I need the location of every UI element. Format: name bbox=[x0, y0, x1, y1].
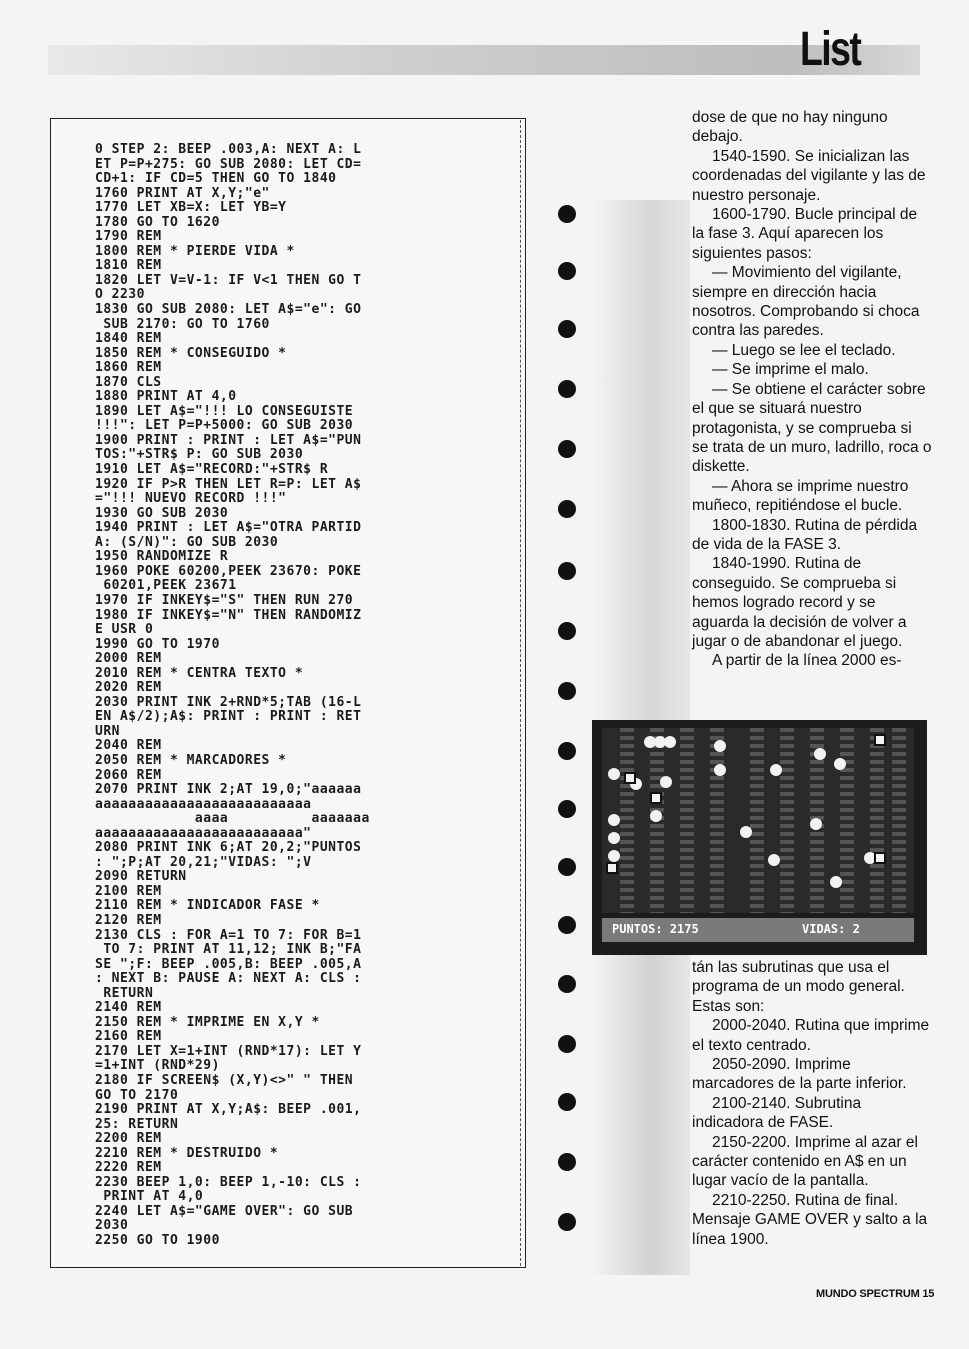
paragraph: — Movimiento del vigilante, siempre en dirección hacia nosotros. Comprobando si choca contra las paredes. bbox=[692, 264, 920, 340]
paragraph: 1600-1790. Bucle principal de la fase 3. Aquí aparecen los siguientes pasos: bbox=[692, 206, 918, 262]
code-line: 1980 IF INKEY$="N" THEN RANDOMIZ bbox=[95, 607, 362, 623]
brick-wall bbox=[840, 728, 854, 913]
rock-sprite bbox=[608, 832, 620, 844]
code-line: 1890 LET A$="!!! LO CONSEGUISTE bbox=[95, 403, 354, 419]
section-title: List bbox=[800, 23, 861, 76]
paragraph: 2050-2090. Imprime marcadores de la parte inferior. bbox=[692, 1056, 907, 1093]
binder-hole bbox=[558, 380, 576, 398]
code-line: 2160 REM bbox=[95, 1029, 162, 1045]
code-line: TO 7: PRINT AT 11,12; INK B;"FA bbox=[95, 942, 362, 958]
binder-hole bbox=[558, 916, 576, 934]
code-line: 1830 GO SUB 2080: LET A$="e": GO bbox=[95, 302, 362, 318]
code-line: 2050 REM * MARCADORES * bbox=[95, 752, 287, 768]
binder-hole bbox=[558, 622, 576, 640]
code-line: 2100 REM bbox=[95, 883, 162, 899]
header-band bbox=[48, 45, 920, 75]
code-line: EN A$/2);A$: PRINT : PRINT : RET bbox=[95, 709, 362, 725]
binder-hole bbox=[558, 262, 576, 280]
paragraph: — Se obtiene el carácter sobre el que se situará nuestro protagonista, y se comprueba si se trata de un muro, ladrillo, roca o diskette. bbox=[692, 380, 932, 476]
code-line: 1770 LET XB=X: LET YB=Y bbox=[95, 200, 287, 216]
code-line: 2190 PRINT AT X,Y;A$: BEEP .001, bbox=[95, 1102, 362, 1118]
binder-hole bbox=[558, 440, 576, 458]
code-line: 2200 REM bbox=[95, 1131, 162, 1147]
code-line: 1950 RANDOMIZE R bbox=[95, 549, 229, 565]
code-line: 1960 POKE 60200,PEEK 23670: POKE bbox=[95, 563, 362, 579]
binder-hole bbox=[558, 800, 576, 818]
code-line: 1910 LET A$="RECORD:"+STR$ R bbox=[95, 462, 329, 478]
rock-sprite bbox=[770, 764, 782, 776]
brick-wall bbox=[780, 728, 794, 913]
paragraph: 1800-1830. Rutina de pérdida de vida de la FASE 3. bbox=[692, 516, 918, 553]
rock-sprite bbox=[714, 740, 726, 752]
code-line: CD+1: IF CD=5 THEN GO TO 1840 bbox=[95, 171, 337, 187]
paragraph: 1840-1990. Rutina de conseguido. Se comprueba si hemos logrado record y se aguarda la decisión de volver a jugar o de abandonar el juego. bbox=[692, 555, 907, 650]
binder-hole bbox=[558, 1153, 576, 1171]
code-line: 1850 REM * CONSEGUIDO * bbox=[95, 345, 287, 361]
code-line: PRINT AT 4,0 bbox=[95, 1189, 204, 1205]
code-line: TOS:"+STR$ P: GO SUB 2030 bbox=[95, 447, 304, 463]
paragraph: dose de que no hay ninguno debajo. bbox=[692, 109, 888, 146]
paragraph: — Luego se lee el teclado. bbox=[712, 341, 896, 359]
code-line: 2110 REM * INDICADOR FASE * bbox=[95, 898, 320, 914]
diskette-sprite bbox=[874, 734, 886, 746]
code-line: SE ";F: BEEP .005,B: BEEP .005,A bbox=[95, 956, 362, 972]
code-line: 1790 REM bbox=[95, 229, 162, 245]
code-line: 2150 REM * IMPRIME EN X,Y * bbox=[95, 1014, 320, 1030]
code-line: 2020 REM bbox=[95, 680, 162, 696]
binder-shadow bbox=[592, 955, 690, 1275]
binder-hole bbox=[558, 975, 576, 993]
code-line: !!!": LET P=P+5000: GO SUB 2030 bbox=[95, 418, 354, 434]
code-line: 1900 PRINT : PRINT : LET A$="PUN bbox=[95, 432, 362, 448]
code-line: 1880 PRINT AT 4,0 bbox=[95, 389, 237, 405]
code-line: 2080 PRINT INK 6;AT 20,2;"PUNTOS bbox=[95, 840, 362, 856]
code-line: 1920 IF P>R THEN LET R=P: LET A$ bbox=[95, 476, 362, 492]
code-line: 2070 PRINT INK 2;AT 19,0;"aaaaaa bbox=[95, 782, 362, 798]
code-line: 2120 REM bbox=[95, 912, 162, 928]
binder-hole bbox=[558, 205, 576, 223]
code-line: : NEXT B: PAUSE A: NEXT A: CLS : bbox=[95, 971, 362, 987]
code-line: 2030 bbox=[95, 1218, 129, 1234]
brick-wall bbox=[870, 728, 884, 913]
article-text-top bbox=[692, 108, 932, 671]
brick-wall bbox=[750, 728, 764, 913]
code-line: 2250 GO TO 1900 bbox=[95, 1233, 220, 1249]
rock-sprite bbox=[834, 758, 846, 770]
paragraph: 2210-2250. Rutina de final. Mensaje GAME OVER y salto a la línea 1900. bbox=[692, 1191, 928, 1248]
code-line: 2030 PRINT INK 2+RND*5;TAB (16-L bbox=[95, 694, 362, 710]
code-line: =1+INT (RND*29) bbox=[95, 1058, 220, 1074]
code-line: 25: RETURN bbox=[95, 1116, 179, 1132]
code-line: aaaaaaaaaaaaaaaaaaaaaaaaaa bbox=[95, 796, 312, 812]
code-line: SUB 2170: GO TO 1760 bbox=[95, 316, 270, 332]
binder-hole bbox=[558, 562, 576, 580]
code-line: 2140 REM bbox=[95, 1000, 162, 1016]
code-line: 2220 REM bbox=[95, 1160, 162, 1176]
binder-hole bbox=[558, 1093, 576, 1111]
binder-hole bbox=[558, 1213, 576, 1231]
code-line: 1860 REM bbox=[95, 360, 162, 376]
code-line: ET P=P+275: GO SUB 2080: LET CD= bbox=[95, 156, 362, 172]
code-line: A: (S/N)": GO SUB 2030 bbox=[95, 534, 279, 550]
code-line: 2000 REM bbox=[95, 651, 162, 667]
rock-sprite bbox=[830, 876, 842, 888]
code-line: ="!!! NUEVO RECORD !!!" bbox=[95, 491, 287, 507]
code-line: RETURN bbox=[95, 985, 154, 1001]
brick-wall bbox=[680, 728, 694, 913]
code-line: 1840 REM bbox=[95, 331, 162, 347]
rock-sprite bbox=[714, 764, 726, 776]
rock-sprite bbox=[650, 810, 662, 822]
code-line: 2040 REM bbox=[95, 738, 162, 754]
code-line: 2010 REM * CENTRA TEXTO * bbox=[95, 665, 304, 681]
diskette-sprite bbox=[606, 862, 618, 874]
code-line: 2180 IF SCREEN$ (X,Y)<>" " THEN bbox=[95, 1073, 354, 1088]
code-line: aaaa aaaaaaa bbox=[95, 811, 370, 827]
diskette-sprite bbox=[624, 772, 636, 784]
code-line: 0 STEP 2: BEEP .003,A: NEXT A: L bbox=[95, 142, 362, 157]
game-playfield bbox=[602, 728, 914, 913]
basic-code-listing bbox=[95, 143, 495, 1249]
code-line: E USR 0 bbox=[95, 622, 154, 638]
rock-sprite bbox=[608, 768, 620, 780]
code-line: 2170 LET X=1+INT (RND*17): LET Y bbox=[95, 1043, 362, 1059]
code-line: : ";P;AT 20,21;"VIDAS: ";V bbox=[95, 854, 312, 870]
rock-sprite bbox=[814, 748, 826, 760]
code-line: 2210 REM * DESTRUIDO * bbox=[95, 1145, 279, 1161]
code-line: 2230 BEEP 1,0: BEEP 1,-10: CLS : bbox=[95, 1174, 362, 1190]
paragraph: 2100-2140. Subrutina indicadora de FASE. bbox=[692, 1094, 862, 1132]
code-line: 1780 GO TO 1620 bbox=[95, 214, 220, 230]
code-line: O 2230 bbox=[95, 287, 145, 303]
code-line: 1800 REM * PIERDE VIDA * bbox=[95, 243, 295, 259]
brick-wall bbox=[892, 728, 906, 913]
binder-hole bbox=[558, 1035, 576, 1053]
paragraph: 2000-2040. Rutina que imprime el texto centrado. bbox=[692, 1017, 930, 1054]
code-line: GO TO 2170 bbox=[95, 1087, 179, 1103]
lives-label: VIDAS: 2 bbox=[802, 922, 860, 936]
binder-hole bbox=[558, 500, 576, 518]
rock-sprite bbox=[768, 854, 780, 866]
rock-sprite bbox=[664, 736, 676, 748]
rock-sprite bbox=[740, 826, 752, 838]
score-bar bbox=[602, 918, 914, 942]
page-footer: MUNDO SPECTRUM 15 bbox=[816, 1288, 935, 1300]
binder-shadow bbox=[592, 200, 690, 720]
diskette-sprite bbox=[650, 792, 662, 804]
code-line: 1970 IF INKEY$="S" THEN RUN 270 bbox=[95, 592, 354, 608]
brick-wall bbox=[710, 728, 724, 913]
code-line: 1990 GO TO 1970 bbox=[95, 636, 220, 652]
fold-line bbox=[520, 120, 522, 1266]
code-line: 1940 PRINT : LET A$="OTRA PARTID bbox=[95, 520, 362, 536]
code-line: 2240 LET A$="GAME OVER": GO SUB bbox=[95, 1203, 354, 1219]
code-line: 2130 CLS : FOR A=1 TO 7: FOR B=1 bbox=[95, 927, 362, 943]
paragraph: — Ahora se imprime nuestro muñeco, repitiéndose el bucle. bbox=[692, 477, 909, 515]
brick-wall bbox=[620, 728, 634, 913]
game-screenshot bbox=[592, 720, 927, 955]
binder-hole bbox=[558, 682, 576, 700]
rock-sprite bbox=[608, 850, 620, 862]
article-text-bottom bbox=[692, 958, 932, 1249]
paragraph: 1540-1590. Se inicializan las coordenadas del vigilante y las de nuestro personaje. bbox=[692, 147, 926, 204]
code-line: 1810 REM bbox=[95, 258, 162, 274]
rock-sprite bbox=[810, 818, 822, 830]
binder-hole bbox=[558, 742, 576, 760]
code-line: 2090 RETURN bbox=[95, 869, 187, 885]
paragraph: — Se imprime el malo. bbox=[712, 361, 869, 379]
paragraph: A partir de la línea 2000 es- bbox=[712, 652, 902, 670]
code-line: 1930 GO SUB 2030 bbox=[95, 505, 229, 521]
score-label: PUNTOS: 2175 bbox=[612, 922, 699, 936]
rock-sprite bbox=[608, 814, 620, 826]
paragraph: 2150-2200. Imprime al azar el carácter contenido en A$ en un lugar vacío de la pantalla. bbox=[692, 1133, 918, 1190]
code-line: aaaaaaaaaaaaaaaaaaaaaaaaa" bbox=[95, 825, 312, 841]
code-line: 60201,PEEK 23671 bbox=[95, 578, 237, 594]
code-line: 1870 CLS bbox=[95, 374, 162, 390]
code-line: 1820 LET V=V-1: IF V<1 THEN GO T bbox=[95, 272, 362, 288]
code-line: URN bbox=[95, 723, 120, 739]
code-line: 1760 PRINT AT X,Y;"e" bbox=[95, 185, 270, 201]
paragraph: tán las subrutinas que usa el programa de un modo general. Estas son: bbox=[692, 959, 905, 1015]
rock-sprite bbox=[660, 776, 672, 788]
code-line: 2060 REM bbox=[95, 767, 162, 783]
diskette-sprite bbox=[874, 852, 886, 864]
binder-hole bbox=[558, 320, 576, 338]
binder-hole bbox=[558, 858, 576, 876]
